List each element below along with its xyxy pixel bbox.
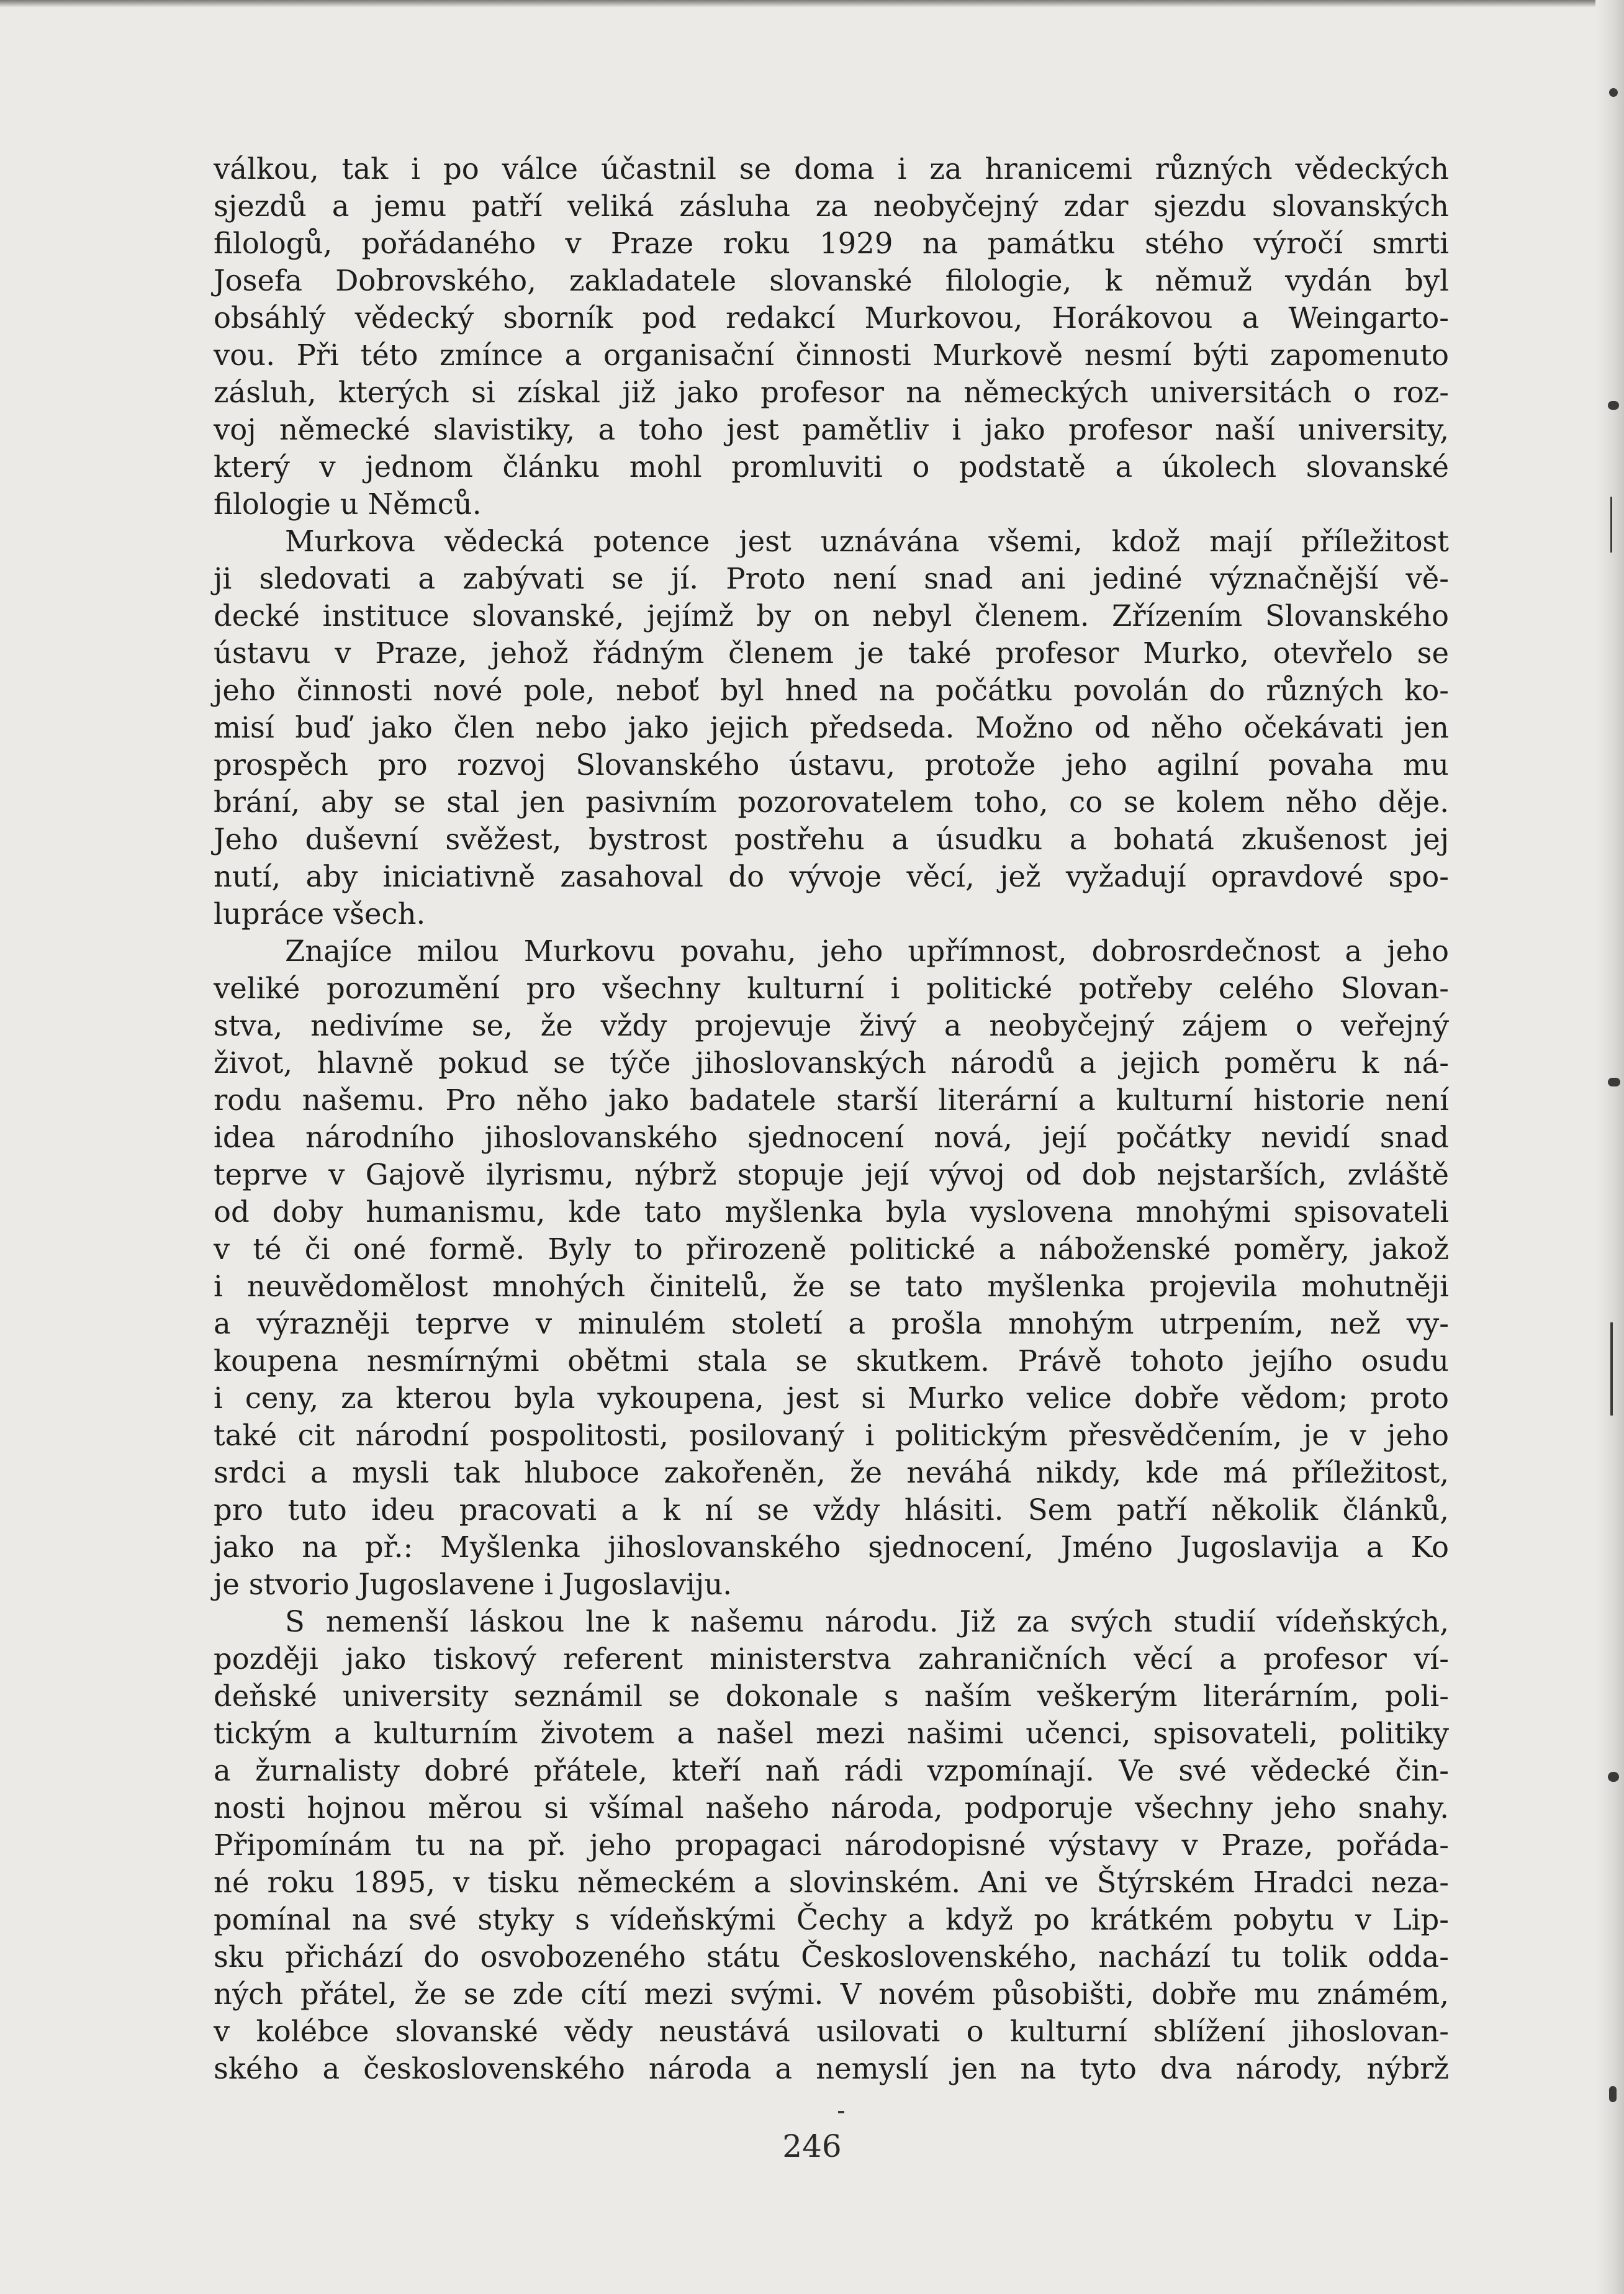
text-line: a žurnalisty dobré přátele, kteří naň rádi vzpomínají. Ve své vědecké čin- — [214, 1754, 1449, 1787]
text-line: nutí, aby iniciativně zasahoval do vývoje věcí, jež vyžadují opravdové spo- — [214, 860, 1449, 893]
text-line: idea národního jihoslovanského sjednocení nová, její počátky nevidí snad — [214, 1121, 1449, 1154]
text-line: prospěch pro rozvoj Slovanského ústavu, protože jeho agilní povaha mu — [214, 748, 1449, 782]
edge-mark — [1610, 497, 1612, 553]
text-line: obsáhlý vědecký sborník pod redakcí Murkovou, Horákovou a Weingarto- — [214, 301, 1449, 335]
page-number: 246 — [782, 2128, 842, 2164]
paragraph-1 — [214, 150, 1449, 523]
text-line: Murkova vědecká potence jest uznávána všemi, kdož mají příležitost — [285, 525, 1449, 558]
text-line: Připomínám tu na př. jeho propagaci národopisné výstavy v Praze, pořáda- — [214, 1828, 1449, 1862]
text-line: vou. Při této zmínce a organisační činnosti Murkově nesmí býti zapomenuto — [214, 338, 1449, 372]
paragraph-4 — [214, 1603, 1449, 2087]
page-right-edge — [1595, 0, 1624, 2294]
text-line: Jeho duševní svěžest, bystrost postřehu a úsudku a bohatá zkušenost jej — [214, 823, 1449, 856]
text-line: tickým a kulturním životem a našel mezi našimi učenci, spisovateli, politiky — [214, 1717, 1449, 1750]
text-line: brání, aby se stal jen pasivním pozorovatelem toho, co se kolem něho děje. — [214, 785, 1449, 819]
text-line: Znajíce milou Murkovu povahu, jeho upřímnost, dobrosrdečnost a jeho — [285, 934, 1449, 968]
edge-mark — [1609, 2086, 1617, 2102]
paragraph-2 — [214, 523, 1449, 933]
text-line: srdci a mysli tak hluboce zakořeněn, že neváhá nikdy, kde má příležitost, — [214, 1456, 1449, 1489]
text-line: teprve v Gajově ilyrismu, nýbrž stopuje její vývoj od dob nejstarších, zvláště — [214, 1158, 1449, 1191]
top-edge-shadow — [0, 0, 1624, 7]
text-line: i ceny, za kterou byla vykoupena, jest si Murko velice dobře vědom; proto — [214, 1381, 1449, 1415]
text-line: je stvorio Jugoslavene i Jugoslaviju. — [214, 1568, 733, 1601]
text-line: Josefa Dobrovského, zakladatele slovanské filologie, k němuž vydán byl — [214, 264, 1449, 297]
text-line: i neuvědomělost mnohých činitelů, že se tato myšlenka projevila mohutněji — [214, 1270, 1449, 1303]
text-line: od doby humanismu, kde tato myšlenka byla vyslovena mnohými spisovateli — [214, 1195, 1449, 1229]
edge-mark — [1609, 88, 1618, 97]
text-line: a výrazněji teprve v minulém století a prošla mnohým utrpením, než vy- — [214, 1307, 1449, 1340]
text-line: ji sledovati a zabývati se jí. Proto není snad ani jediné význačnější vě- — [214, 562, 1449, 595]
text-line: veliké porozumění pro všechny kulturní i politické potřeby celého Slovan- — [214, 972, 1449, 1005]
text-line: v té či oné formě. Byly to přirozeně politické a náboženské poměry, jakož — [214, 1232, 1449, 1266]
text-line: lupráce všech. — [214, 897, 426, 931]
text-line: jako na př.: Myšlenka jihoslovanského sjednocení, Jméno Jugoslavija a Ko — [214, 1530, 1449, 1564]
paragraph-3 — [214, 933, 1449, 1603]
edge-mark — [1608, 401, 1619, 410]
text-line: né roku 1895, v tisku německém a slovinském. Ani ve Štýrském Hradci neza- — [214, 1866, 1449, 1899]
text-line: filologie u Němců. — [214, 487, 482, 521]
text-line: ústavu v Praze, jehož řádným členem je také profesor Murko, otevřelo se — [214, 636, 1449, 670]
text-line: decké instituce slovanské, jejímž by on nebyl členem. Zřízením Slovanského — [214, 599, 1449, 633]
text-line: později jako tiskový referent ministerstva zahraničních věcí a profesor ví- — [214, 1642, 1449, 1676]
edge-mark — [1608, 1772, 1619, 1782]
text-line: válkou, tak i po válce účastnil se doma i za hranicemi různých vědeckých — [214, 152, 1449, 186]
text-line: ského a československého národa a nemyslí jen na tyto dva národy, nýbrž — [214, 2052, 1449, 2085]
text-line: sku přichází do osvobozeného státu Československého, nachází tu tolik odda- — [214, 1940, 1449, 1974]
text-line: koupena nesmírnými obětmi stala se skutkem. Právě tohoto jejího osudu — [214, 1344, 1449, 1378]
text-line: pro tuto ideu pracovati a k ní se vždy hlásiti. Sem patří několik článků, — [214, 1493, 1449, 1527]
article-text — [214, 150, 1449, 2087]
text-line: voj německé slavistiky, a toho jest pamětliv i jako profesor naší university, — [214, 413, 1449, 446]
text-line: filologů, pořádaného v Praze roku 1929 na památku stého výročí smrti — [214, 227, 1449, 260]
edge-mark — [1608, 1078, 1620, 1086]
text-line: sjezdů a jemu patří veliká zásluha za neobyčejný zdar sjezdu slovanských — [214, 189, 1449, 223]
text-line: pomínal na své styky s vídeňskými Čechy a když po krátkém pobytu v Lip- — [214, 1903, 1449, 1936]
text-line: v kolébce slovanské vědy neustává usilovati o kulturní sblížení jihoslovan- — [214, 2015, 1449, 2048]
text-line: život, hlavně pokud se týče jihoslovanských národů a jejich poměru k ná- — [214, 1046, 1449, 1080]
text-line: který v jednom článku mohl promluviti o podstatě a úkolech slovanské — [214, 450, 1449, 484]
edge-mark — [1610, 1322, 1613, 1416]
text-line: ných přátel, že se zde cítí mezi svými. V novém působišti, dobře mu známém, — [214, 1977, 1449, 2011]
text-line: nosti hojnou měrou si všímal našeho národa, podporuje všechny jeho snahy. — [214, 1791, 1449, 1825]
text-line: S nemenší láskou lne k našemu národu. Již za svých studií vídeňských, — [285, 1605, 1449, 1638]
text-line: jeho činnosti nové pole, neboť byl hned na počátku povolán do různých ko- — [214, 674, 1449, 707]
text-line: stva, nedivíme se, že vždy projevuje živý a neobyčejný zájem o veřejný — [214, 1009, 1449, 1042]
text-line: také cit národní pospolitosti, posilovaný i politickým přesvědčením, je v jeho — [214, 1419, 1449, 1452]
text-line: zásluh, kterých si získal již jako profesor na německých universitách o roz- — [214, 376, 1449, 409]
text-line: rodu našemu. Pro něho jako badatele starší literární a kulturní historie není — [214, 1083, 1449, 1117]
print-speck — [838, 2111, 844, 2113]
text-line: misí buď jako člen nebo jako jejich předseda. Možno od něho očekávati jen — [214, 711, 1449, 744]
text-line: deňské university seznámil se dokonale s naším veškerým literárním, poli- — [214, 1679, 1449, 1713]
